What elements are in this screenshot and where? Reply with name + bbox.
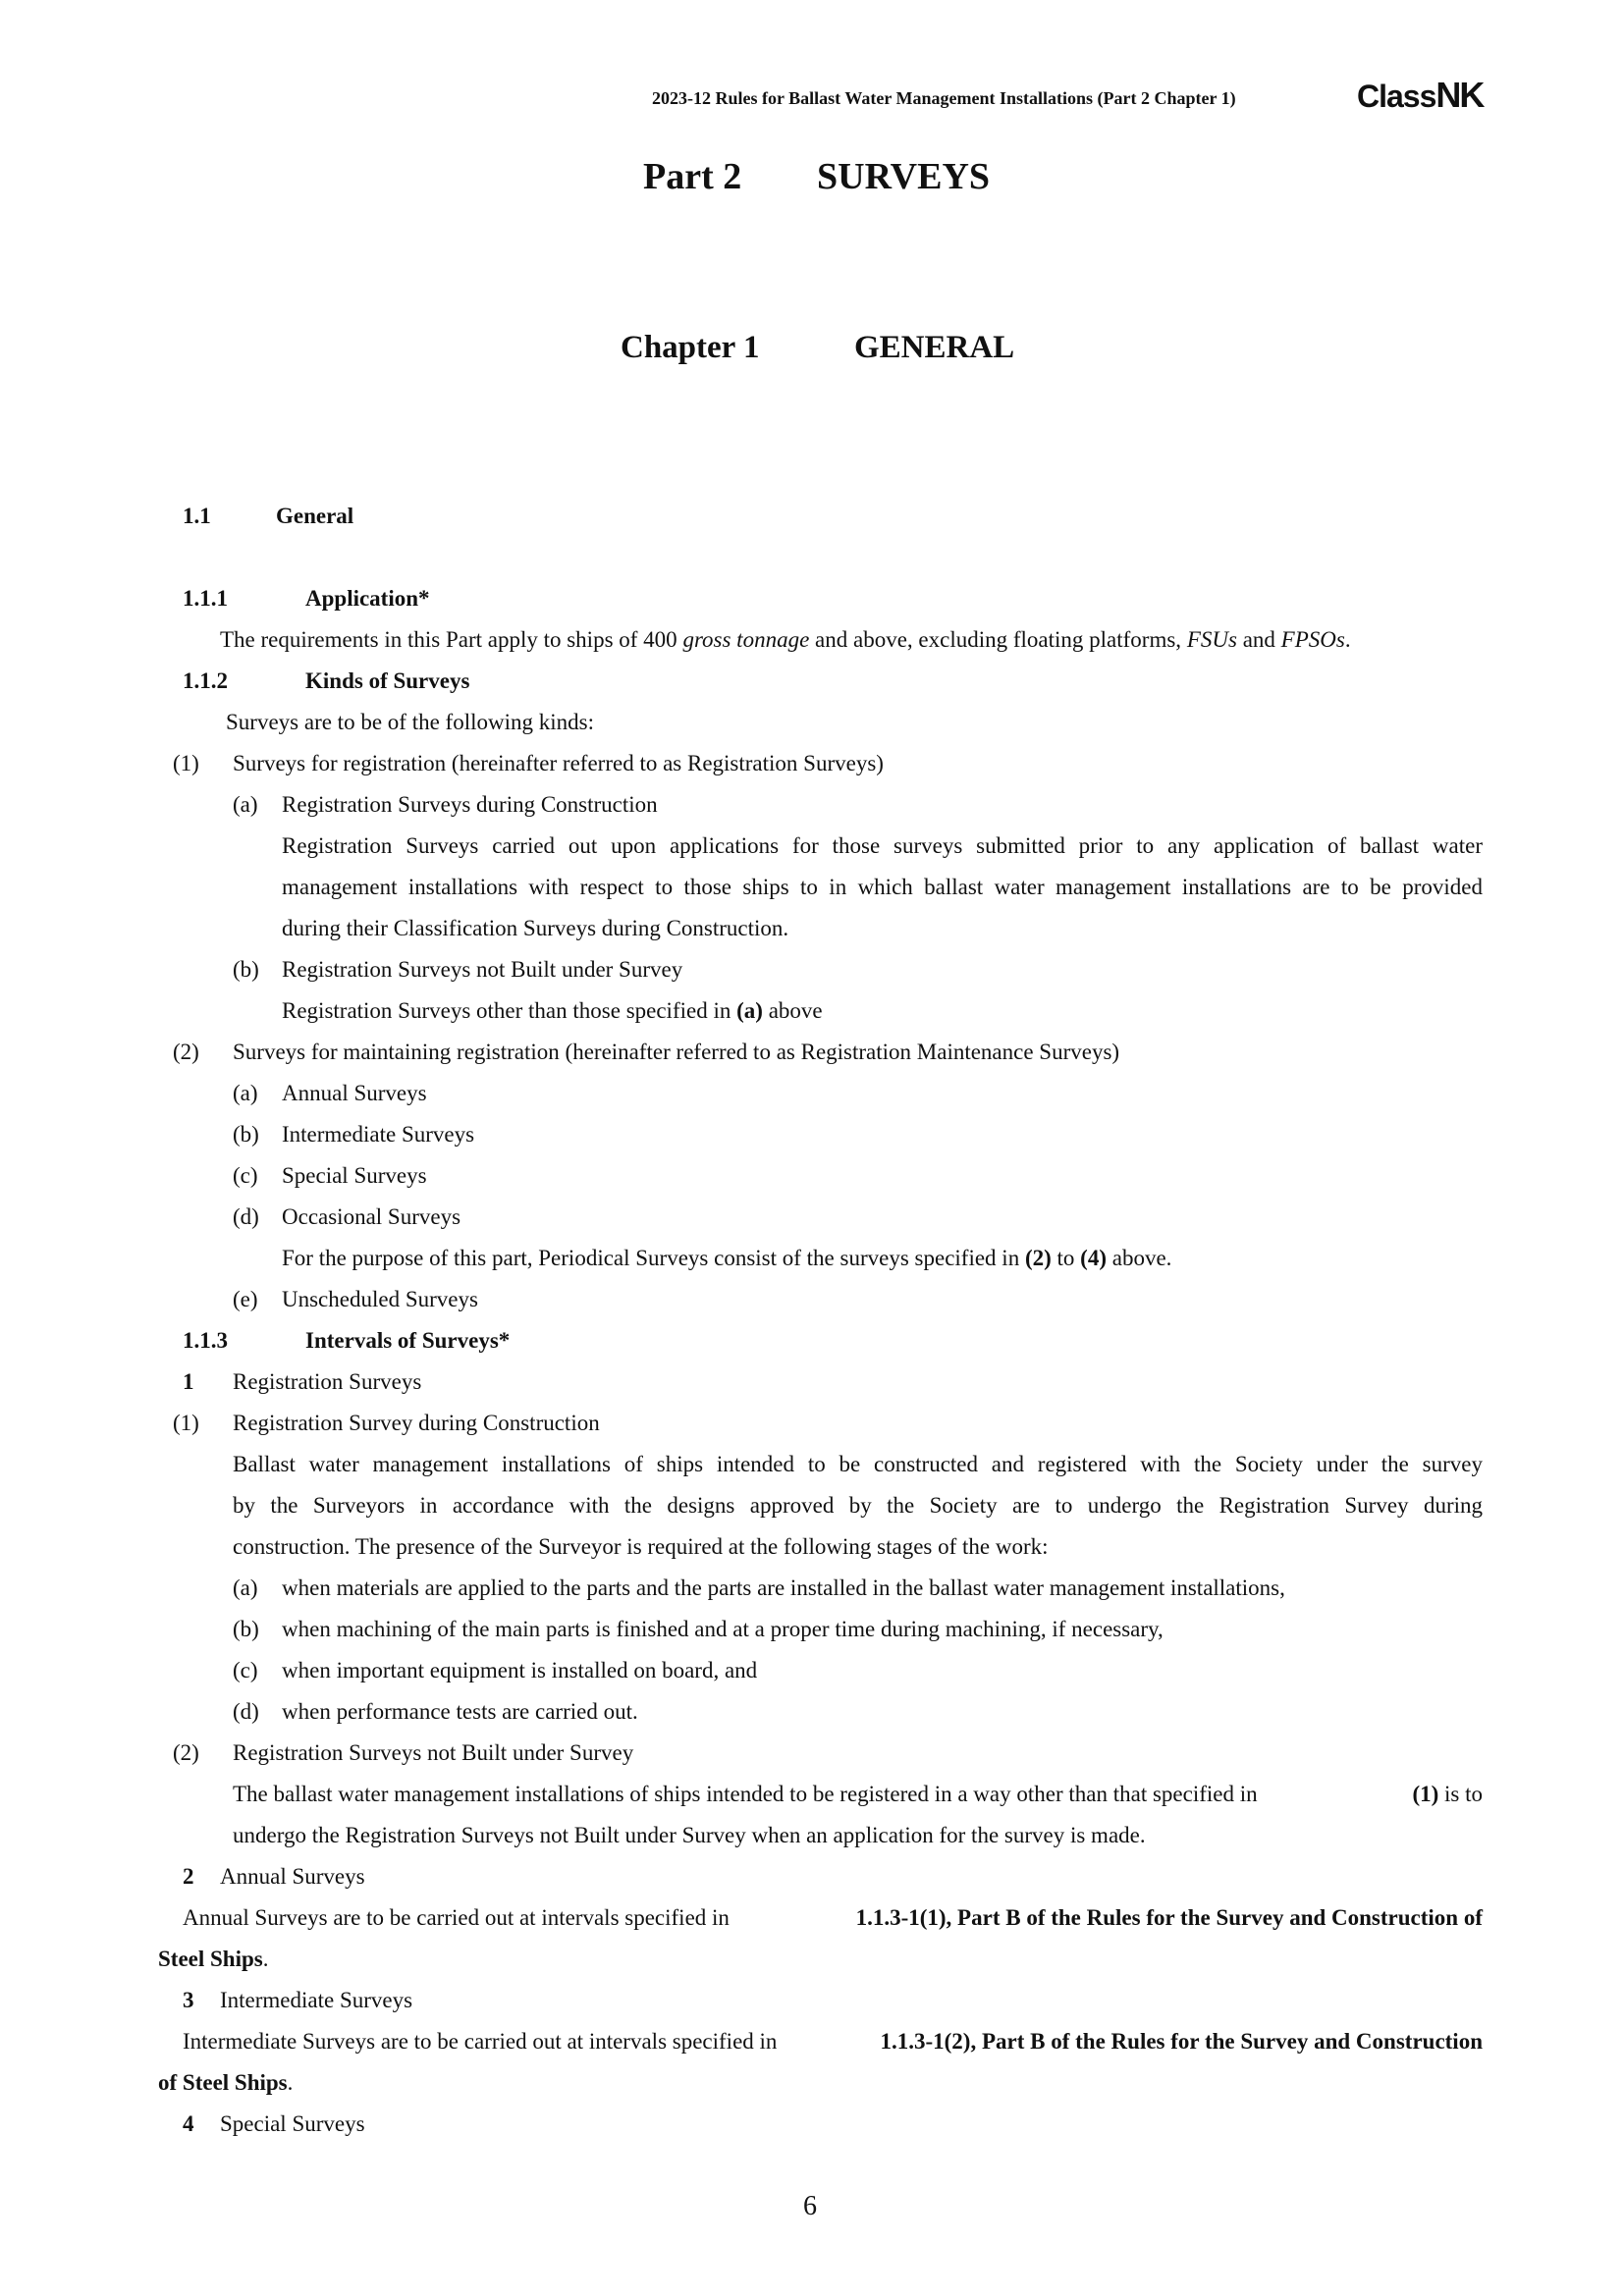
item-label: (d) [233,1204,259,1229]
item-label: 3 [183,1988,194,2012]
item-text: Registration Surveys during Construction [282,792,658,817]
text-run-bold: (a) [736,998,763,1023]
item-label: 4 [183,2111,194,2136]
item-description-line [282,1246,1171,1271]
text-run: . [1344,627,1351,652]
application-paragraph [220,627,1351,653]
text-run-italic: FPSOs [1280,627,1345,652]
section-1-1-title: General [276,504,354,528]
text-run: and above, excluding floating platforms, [809,627,1187,652]
item-text: Annual Surveys [220,1864,365,1889]
item-description-line [158,2070,293,2096]
logo-class-text: Class [1357,79,1436,114]
item-description-line: undergo the Registration Surveys not Built under Survey when an application for the survey is made. [233,1823,1146,1847]
item-text: Surveys for registration (hereinafter referred to as Registration Surveys) [233,751,884,775]
text-run: . [262,1947,269,1971]
text-run-bold: (1) [1412,1782,1439,1806]
item-description-line: Ballast water management installations of ships intended to be constructed and registered with the Society under the survey [233,1452,1483,1476]
item-description-line [282,998,823,1024]
text-run-bold: (4) [1080,1246,1107,1270]
part-number: Part 2 [643,156,742,197]
item-label: (a) [233,792,258,817]
item-description-line [233,1782,1483,1807]
text-run-italic: FSUs [1186,627,1237,652]
item-label: (a) [233,1575,258,1600]
item-label: (c) [233,1163,258,1188]
text-run-bold: (2) [1024,1246,1052,1270]
section-1-1-1-number: 1.1.1 [183,586,228,611]
item-label: 2 [183,1864,194,1889]
item-description-line: Registration Surveys carried out upon applications for those surveys submitted prior to any application of ballast water [282,833,1483,858]
text-run: Intermediate Surveys are to be carried out at intervals specified in [183,2029,778,2054]
section-1-1-2-number: 1.1.2 [183,668,228,693]
item-text: when performance tests are carried out. [282,1699,638,1724]
item-text: Registration Surveys not Built under Survey [233,1740,634,1765]
item-text: Unscheduled Surveys [282,1287,478,1311]
section-1-1-1-title: Application* [305,586,430,611]
item-description-line [183,2029,1483,2055]
text-run: . [287,2070,294,2095]
item-description-line: management installations with respect to those ships to in which ballast water management installations are to be provided [282,875,1483,899]
classnk-logo [1357,75,1483,116]
text-run-bold: Steel Ships [158,1947,263,1971]
running-header: 2023-12 Rules for Ballast Water Management Installations (Part 2 Chapter 1) [652,88,1236,108]
item-description-line [183,1905,1483,1931]
section-1-1-3-number: 1.1.3 [183,1328,228,1353]
text-run-italic: gross tonnage [682,627,810,652]
section-1-1-number: 1.1 [183,504,211,528]
item-text: Intermediate Surveys [220,1988,413,2012]
item-text: Special Surveys [282,1163,427,1188]
item-label: (2) [173,1040,199,1064]
item-text: Surveys for maintaining registration (hereinafter referred to as Registration Maintenance Surveys) [233,1040,1120,1064]
item-text: when materials are applied to the parts and the parts are installed in the ballast water management installations, [282,1575,1285,1600]
item-label: 1 [183,1369,194,1394]
item-text: Registration Survey during Construction [233,1411,600,1435]
item-description-line: by the Surveyors in accordance with the designs approved by the Society are to undergo the Registration Survey during [233,1493,1483,1518]
text-run-bold: 1.1.3-1(1), Part B of the Rules for the Survey and Construction of [855,1905,1483,1930]
item-description-line [158,1947,268,1972]
text-run: Annual Surveys are to be carried out at intervals specified in [183,1905,730,1930]
item-text: Registration Surveys [233,1369,422,1394]
text-run: above [762,998,823,1023]
item-label: (d) [233,1699,259,1724]
text-run: to [1051,1246,1081,1270]
part-title: SURVEYS [817,156,991,197]
text-run: and [1236,627,1281,652]
page-number: 6 [803,2191,817,2221]
item-label: (b) [233,1617,259,1641]
section-1-1-3-title: Intervals of Surveys* [305,1328,511,1353]
item-text: Special Surveys [220,2111,365,2136]
text-run-bold: 1.1.3-1(2), Part B of the Rules for the Survey and Construction [880,2029,1483,2054]
item-text: Intermediate Surveys [282,1122,475,1147]
item-label: (a) [233,1081,258,1105]
item-text: when machining of the main parts is finished and at a proper time during machining, if necessary, [282,1617,1164,1641]
text-run: above. [1107,1246,1172,1270]
item-label: (e) [233,1287,258,1311]
item-text: Annual Surveys [282,1081,427,1105]
item-description-line: during their Classification Surveys during Construction. [282,916,789,940]
text-run: is to [1438,1782,1483,1806]
text-run: The ballast water management installations of ships intended to be registered in a way other than that specified in [233,1782,1258,1806]
item-label: (c) [233,1658,258,1682]
item-label: (1) [173,751,199,775]
item-label: (1) [173,1411,199,1435]
item-text: Registration Surveys not Built under Survey [282,957,683,982]
text-run-bold: of Steel Ships [158,2070,288,2095]
logo-nk-text: NK [1435,75,1484,115]
chapter-title: GENERAL [854,330,1015,365]
text-run: The requirements in this Part apply to ships of 400 [220,627,683,652]
text-run: Registration Surveys other than those specified in [282,998,737,1023]
item-label: (b) [233,957,259,982]
text-run: For the purpose of this part, Periodical Surveys consist of the surveys specified in [282,1246,1025,1270]
item-label: (2) [173,1740,199,1765]
kinds-intro: Surveys are to be of the following kinds: [226,710,594,734]
item-description-line: construction. The presence of the Surveyor is required at the following stages of the work: [233,1534,1049,1559]
item-text: Occasional Surveys [282,1204,461,1229]
chapter-number: Chapter 1 [621,330,760,365]
item-text: when important equipment is installed on board, and [282,1658,758,1682]
section-1-1-2-title: Kinds of Surveys [305,668,470,693]
item-label: (b) [233,1122,259,1147]
